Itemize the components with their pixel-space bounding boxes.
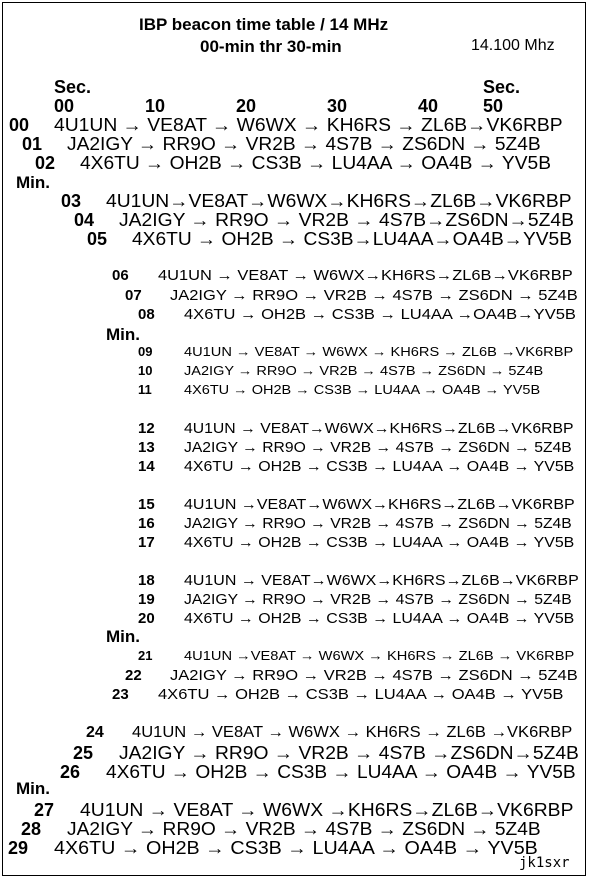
beacon-sequence: JA2IGY → RR9O → VR2B → 4S7B → ZS6DN → 5Z4B bbox=[184, 515, 572, 532]
seconds-tick: 30 bbox=[327, 96, 348, 116]
min-label: Min. bbox=[16, 173, 50, 192]
beacon-sequence: 4U1UN →VE8AT → W6WX → KH6RS → ZL6B → VK6RBP bbox=[184, 648, 575, 663]
minute-number: 28 bbox=[21, 819, 42, 839]
minute-number: 07 bbox=[125, 287, 142, 304]
beacon-sequence: 4U1UN→VE8AT→W6WX→KH6RS→ZL6B→VK6RBP bbox=[106, 191, 572, 211]
beacon-sequence: 4X6TU → OH2B → CS3B→LU4AA→OA4B→YV5B bbox=[132, 229, 573, 249]
beacon-sequence: 4U1UN → VE8AT → W6WX → KH6RS → ZL6B →VK6RBP bbox=[184, 344, 574, 359]
seconds-tick: 20 bbox=[236, 96, 257, 116]
beacon-sequence: 4X6TU → OH2B → CS3B → LU4AA → OA4B → YV5B bbox=[54, 838, 538, 858]
minute-number: 11 bbox=[138, 382, 152, 397]
frequency-label: 14.100 Mhz bbox=[471, 37, 555, 54]
minute-number: 25 bbox=[73, 743, 94, 763]
beacon-sequence: 4X6TU → OH2B → CS3B → LU4AA → OA4B → YV5B bbox=[158, 686, 564, 703]
beacon-sequence: 4U1UN → VE8AT → W6WX →KH6RS→ZL6B→VK6RBP bbox=[80, 800, 574, 820]
minute-number: 20 bbox=[138, 610, 155, 627]
minute-number: 00 bbox=[9, 115, 30, 135]
minute-number: 05 bbox=[87, 229, 108, 249]
seconds-tick: 10 bbox=[145, 96, 166, 116]
minute-number: 03 bbox=[61, 191, 82, 211]
author-signature: jk1sxr bbox=[519, 855, 570, 871]
minute-number: 19 bbox=[138, 591, 155, 608]
seconds-tick: 00 bbox=[54, 96, 75, 116]
beacon-sequence: JA2IGY → RR9O → VR2B → 4S7B → ZS6DN → 5Z4B bbox=[67, 134, 541, 154]
min-label: Min. bbox=[16, 779, 50, 798]
minute-number: 09 bbox=[138, 344, 153, 359]
minute-number: 26 bbox=[60, 762, 81, 782]
beacon-sequence: 4X6TU → OH2B → CS3B → LU4AA → OA4B → YV5B bbox=[106, 762, 576, 782]
beacon-sequence: JA2IGY → RR9O → VR2B → 4S7B → ZS6DN → 5Z4B bbox=[67, 819, 541, 839]
beacon-sequence: JA2IGY → RR9O → VR2B → 4S7B →ZS6DN→5Z4B bbox=[119, 743, 579, 763]
minute-number: 18 bbox=[138, 572, 155, 589]
minute-number: 10 bbox=[138, 363, 153, 378]
minute-number: 23 bbox=[112, 686, 129, 703]
minute-number: 27 bbox=[34, 800, 55, 820]
beacon-sequence: JA2IGY → RR9O → VR2B → 4S7B → ZS6DN → 5Z4B bbox=[184, 363, 544, 378]
min-label: Min. bbox=[106, 325, 140, 344]
seconds-label-right: Sec. bbox=[483, 77, 521, 97]
minute-number: 08 bbox=[138, 306, 155, 323]
minute-number: 14 bbox=[138, 458, 155, 475]
minute-number: 29 bbox=[8, 838, 29, 858]
seconds-label-left: Sec. bbox=[54, 77, 92, 97]
minute-number: 13 bbox=[138, 439, 155, 456]
beacon-sequence: JA2IGY → RR9O → VR2B → 4S7B → ZS6DN → 5Z4B bbox=[184, 591, 572, 608]
beacon-sequence: JA2IGY → RR9O → VR2B → 4S7B→ZS6DN→5Z4B bbox=[119, 210, 574, 230]
minute-number: 22 bbox=[125, 667, 142, 684]
beacon-sequence: JA2IGY → RR9O → VR2B → 4S7B → ZS6DN → 5Z4B bbox=[170, 667, 578, 684]
minute-number: 01 bbox=[22, 134, 43, 154]
page-title: IBP beacon time table / 14 MHz bbox=[139, 15, 389, 34]
minute-number: 04 bbox=[74, 210, 95, 230]
seconds-tick: 40 bbox=[418, 96, 439, 116]
beacon-sequence: 4X6TU → OH2B → CS3B → LU4AA → OA4B → YV5B bbox=[80, 153, 552, 173]
beacon-sequence: 4U1UN → VE8AT→W6WX→KH6RS→ZL6B→VK6RBP bbox=[184, 420, 574, 437]
minute-number: 24 bbox=[86, 724, 104, 741]
beacon-sequence: 4X6TU → OH2B → CS3B → LU4AA → OA4B → YV5B bbox=[184, 458, 575, 475]
min-label: Min. bbox=[106, 627, 140, 646]
beacon-sequence: JA2IGY → RR9O → VR2B → 4S7B → ZS6DN → 5Z4B bbox=[170, 287, 578, 304]
minute-number: 16 bbox=[138, 515, 155, 532]
beacon-sequence: 4U1UN → VE8AT → W6WX → KH6RS → ZL6B→VK6RBP bbox=[54, 115, 563, 135]
beacon-sequence: 4U1UN → VE8AT → W6WX→KH6RS→ZL6B→VK6RBP bbox=[158, 267, 573, 284]
minute-number: 06 bbox=[112, 267, 129, 284]
beacon-sequence: 4X6TU → OH2B → CS3B → LU4AA → OA4B → YV5B bbox=[184, 610, 575, 627]
beacon-sequence: 4X6TU → OH2B → CS3B → LU4AA →OA4B→YV5B bbox=[184, 306, 576, 323]
beacon-sequence: JA2IGY → RR9O → VR2B → 4S7B → ZS6DN → 5Z4B bbox=[184, 439, 572, 456]
beacon-sequence: 4X6TU → OH2B → CS3B → LU4AA → OA4B → YV5B bbox=[184, 382, 541, 397]
minute-number: 21 bbox=[138, 648, 153, 663]
beacon-sequence: 4U1UN → VE8AT→W6WX→KH6RS→ZL6B→VK6RBP bbox=[184, 572, 579, 589]
minute-number: 02 bbox=[35, 153, 56, 173]
seconds-tick: 50 bbox=[483, 96, 504, 116]
beacon-sequence: 4U1UN → VE8AT → W6WX → KH6RS → ZL6B →VK6RBP bbox=[132, 724, 573, 741]
page-subtitle: 00-min thr 30-min bbox=[200, 37, 342, 56]
minute-number: 15 bbox=[138, 496, 155, 513]
beacon-sequence: 4U1UN →VE8AT→W6WX→KH6RS→ZL6B→VK6RBP bbox=[184, 496, 575, 513]
minute-number: 17 bbox=[138, 534, 155, 551]
beacon-sequence: 4X6TU → OH2B → CS3B → LU4AA → OA4B → YV5B bbox=[184, 534, 575, 551]
minute-number: 12 bbox=[138, 420, 155, 437]
